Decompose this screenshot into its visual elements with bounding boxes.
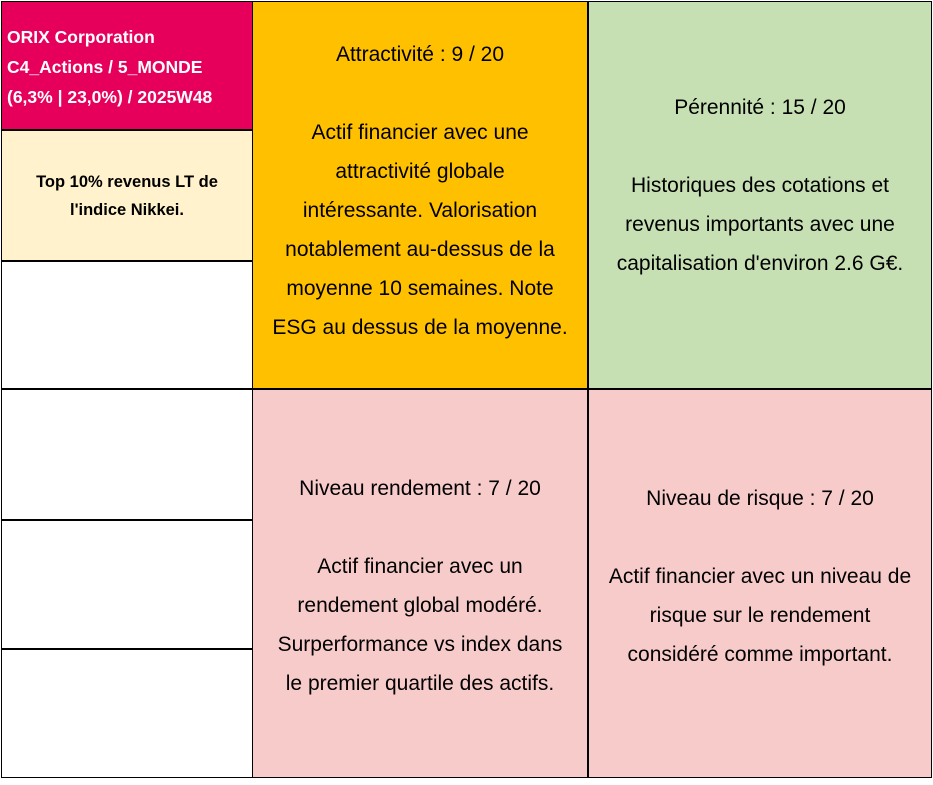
rendement-title: Niveau rendement : 7 / 20 xyxy=(299,476,541,500)
perennite-line: capitalisation d'environ 2.6 G€. xyxy=(616,251,904,275)
rendement-panel xyxy=(252,389,588,778)
attractivite-line: notablement au-dessus de la xyxy=(285,238,555,261)
highlight-note xyxy=(1,130,252,261)
empty-cell xyxy=(1,389,252,520)
rendement-text xyxy=(278,547,563,703)
rendement-line: Surperformance vs index dans xyxy=(277,632,563,656)
attractivite-line: attractivité globale xyxy=(335,160,505,183)
risque-text xyxy=(609,557,911,674)
attractivite-line: moyenne 10 semaines. Note xyxy=(286,277,554,300)
note-line-2: l'indice Nikkei. xyxy=(70,200,184,219)
attractivite-line: ESG au dessus de la moyenne. xyxy=(272,316,568,339)
risque-panel xyxy=(588,389,932,778)
attractivite-line: intéressante. Valorisation xyxy=(302,199,538,222)
attractivite-text xyxy=(272,113,567,347)
perennite-line: Historiques des cotations et xyxy=(631,173,889,197)
asset-category: C4_Actions / 5_MONDE xyxy=(7,57,203,77)
attractivite-panel xyxy=(252,1,588,389)
asset-metrics: (6,3% | 23,0%) / 2025W48 xyxy=(7,87,213,107)
attractivite-title: Attractivité : 9 / 20 xyxy=(335,43,505,66)
company-name: ORIX Corporation xyxy=(7,27,155,47)
risque-line: considéré comme important. xyxy=(627,643,893,666)
empty-cell xyxy=(1,649,252,778)
perennite-title: Pérennité : 15 / 20 xyxy=(674,95,846,119)
risque-line: risque sur le rendement xyxy=(649,604,871,627)
rendement-line: Actif financier avec un xyxy=(317,554,523,578)
perennite-line: revenus importants avec une xyxy=(625,212,895,236)
rendement-line: rendement global modéré. xyxy=(297,593,543,617)
rendement-line: le premier quartile des actifs. xyxy=(285,671,555,695)
attractivite-line: Actif financier avec une xyxy=(311,121,529,144)
empty-cell xyxy=(1,261,252,389)
asset-title-block xyxy=(1,1,252,130)
empty-cell xyxy=(1,520,252,649)
note-line-1: Top 10% revenus LT de xyxy=(36,172,218,191)
perennite-text xyxy=(617,166,904,283)
risque-title: Niveau de risque : 7 / 20 xyxy=(646,487,874,510)
risque-line: Actif financier avec un niveau de xyxy=(608,565,912,588)
perennite-panel xyxy=(588,1,932,389)
